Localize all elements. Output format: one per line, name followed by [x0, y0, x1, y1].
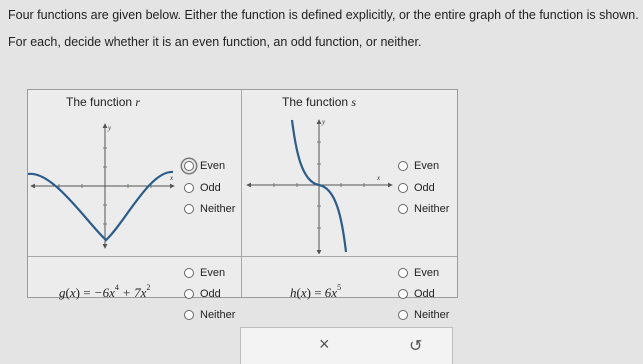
undo-icon[interactable]: ↺: [409, 338, 423, 355]
graph-r-x-label: x: [170, 174, 174, 182]
instruction-line-1: Four functions are given below. Either the function is defined explicitly, or the entire graph of the function is shown.: [8, 8, 639, 22]
g-option-even[interactable]: Even: [184, 267, 225, 279]
radio-icon[interactable]: [398, 183, 408, 193]
radio-icon[interactable]: [398, 268, 408, 278]
radio-icon[interactable]: [184, 161, 194, 171]
formula-g: $g(x) = -6x^4 + 7x^2$: [59, 283, 151, 300]
answer-action-bar: [240, 327, 453, 364]
s-option-even[interactable]: Even: [398, 160, 439, 172]
r-option-odd[interactable]: Odd: [184, 182, 221, 194]
function-s-title: The function s: [282, 95, 357, 109]
r-option-neither[interactable]: Neither: [184, 203, 235, 215]
h-option-even[interactable]: Even: [398, 267, 439, 279]
function-r-title: The function r: [66, 95, 141, 109]
g-option-neither[interactable]: Neither: [184, 309, 235, 321]
s-option-neither[interactable]: Neither: [398, 203, 449, 215]
g-option-odd[interactable]: Odd: [184, 288, 221, 300]
radio-icon[interactable]: [398, 289, 408, 299]
question-table: [27, 89, 458, 321]
radio-icon[interactable]: [184, 289, 194, 299]
graph-s: [244, 112, 394, 254]
radio-icon[interactable]: [398, 161, 408, 171]
r-option-even[interactable]: Even: [184, 160, 225, 172]
graph-s-x-label: x: [377, 174, 381, 182]
h-option-odd[interactable]: Odd: [398, 288, 435, 300]
table-divider-vertical: [241, 90, 242, 297]
radio-icon[interactable]: [398, 310, 408, 320]
clear-icon[interactable]: ×: [319, 334, 330, 354]
formula-h: $h(x) = 6x^5$: [290, 283, 342, 300]
table-divider-horizontal: [28, 256, 457, 257]
graph-r-curve: [28, 172, 173, 240]
graph-r: [28, 112, 178, 254]
radio-icon[interactable]: [184, 310, 194, 320]
graph-s-y-label: y: [322, 118, 326, 126]
instruction-line-2: For each, decide whether it is an even function, an odd function, or neither.: [8, 35, 422, 49]
h-option-neither[interactable]: Neither: [398, 309, 449, 321]
s-option-odd[interactable]: Odd: [398, 182, 435, 194]
radio-icon[interactable]: [184, 183, 194, 193]
radio-icon[interactable]: [398, 204, 408, 214]
graph-r-y-label: y: [108, 124, 112, 132]
radio-icon[interactable]: [184, 204, 194, 214]
radio-icon[interactable]: [184, 268, 194, 278]
